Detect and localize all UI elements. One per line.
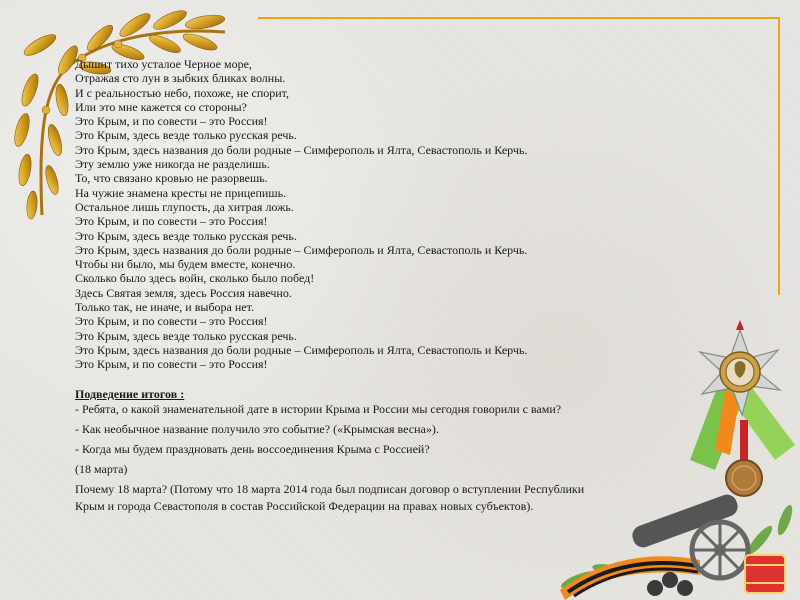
poem-line: Это Крым, здесь названия до боли родные – Симферополь и Ялта, Севастополь и Керчь. [75,142,528,157]
poem-line: Эту землю уже никогда не разделишь. [75,157,270,172]
summary-heading: Подведение итогов : [75,387,185,401]
poem-line: Дышит тихо усталое Черное море, [75,57,252,71]
poem-line: Это Крым, и по совести – это Россия! [75,114,268,129]
poem-line: Сколько было здесь войн, сколько было побед! [75,271,315,286]
poem-line: Чтобы ни было, мы будем вместе, конечно. [75,257,296,272]
poem-line: Это Крым, здесь везде только русская речь. [75,228,297,243]
poem-line: Это Крым, здесь везде только русская речь. [75,128,297,143]
poem-line: На чужие знамена кресты не прицепишь. [75,185,287,200]
summary-question: - Ребята, о какой знаменательной дате в истории Крыма и России мы сегодня говорили с вами? [75,402,562,416]
poem-line: Это Крым, здесь везде только русская речь. [75,328,297,343]
order-star-medal-icon [680,320,800,500]
summary-question: - Когда мы будем праздновать день воссоединения Крыма с Россией? [75,442,430,456]
poem-line: Остальное лишь глупость, да хитрая ложь. [75,199,294,214]
poem-line: Это Крым, и по совести – это Россия! [75,357,268,372]
summary-question: Почему 18 марта? (Потому что 18 марта 2014 года был подписан договор о вступлении Республики [75,482,585,496]
poem-line: Только так, не иначе, и выбора нет. [75,300,254,315]
poem-text [75,57,775,372]
poem-line: Это Крым, здесь названия до боли родные – Симферополь и Ялта, Севастополь и Керчь. [75,242,528,257]
summary-question: - Как необычное название получило это событие? («Крымская весна»). [75,422,439,436]
cannon-with-st-george-ribbon-icon [560,480,800,600]
poem-line: Здесь Святая земля, здесь Россия навечно. [75,285,292,300]
poem-line: То, что связано кровью не разорвешь. [75,171,268,186]
poem-line: И с реальностью небо, похоже, не спорит, [75,85,290,100]
poem-line: Отражая сто лун в зыбких бликах волны. [75,71,286,86]
poem-line: Это Крым, здесь названия до боли родные – Симферополь и Ялта, Севастополь и Керчь. [75,342,528,357]
poem-line: Это Крым, и по совести – это Россия! [75,314,268,329]
summary-question: Крым и города Севастополя в состав Российской Федерации на правах новых субъектов). [75,499,534,513]
poem-line: Или это мне кажется со стороны? [75,99,247,114]
poem-line: Это Крым, и по совести – это Россия! [75,214,268,229]
summary-answer: (18 марта) [75,462,128,476]
